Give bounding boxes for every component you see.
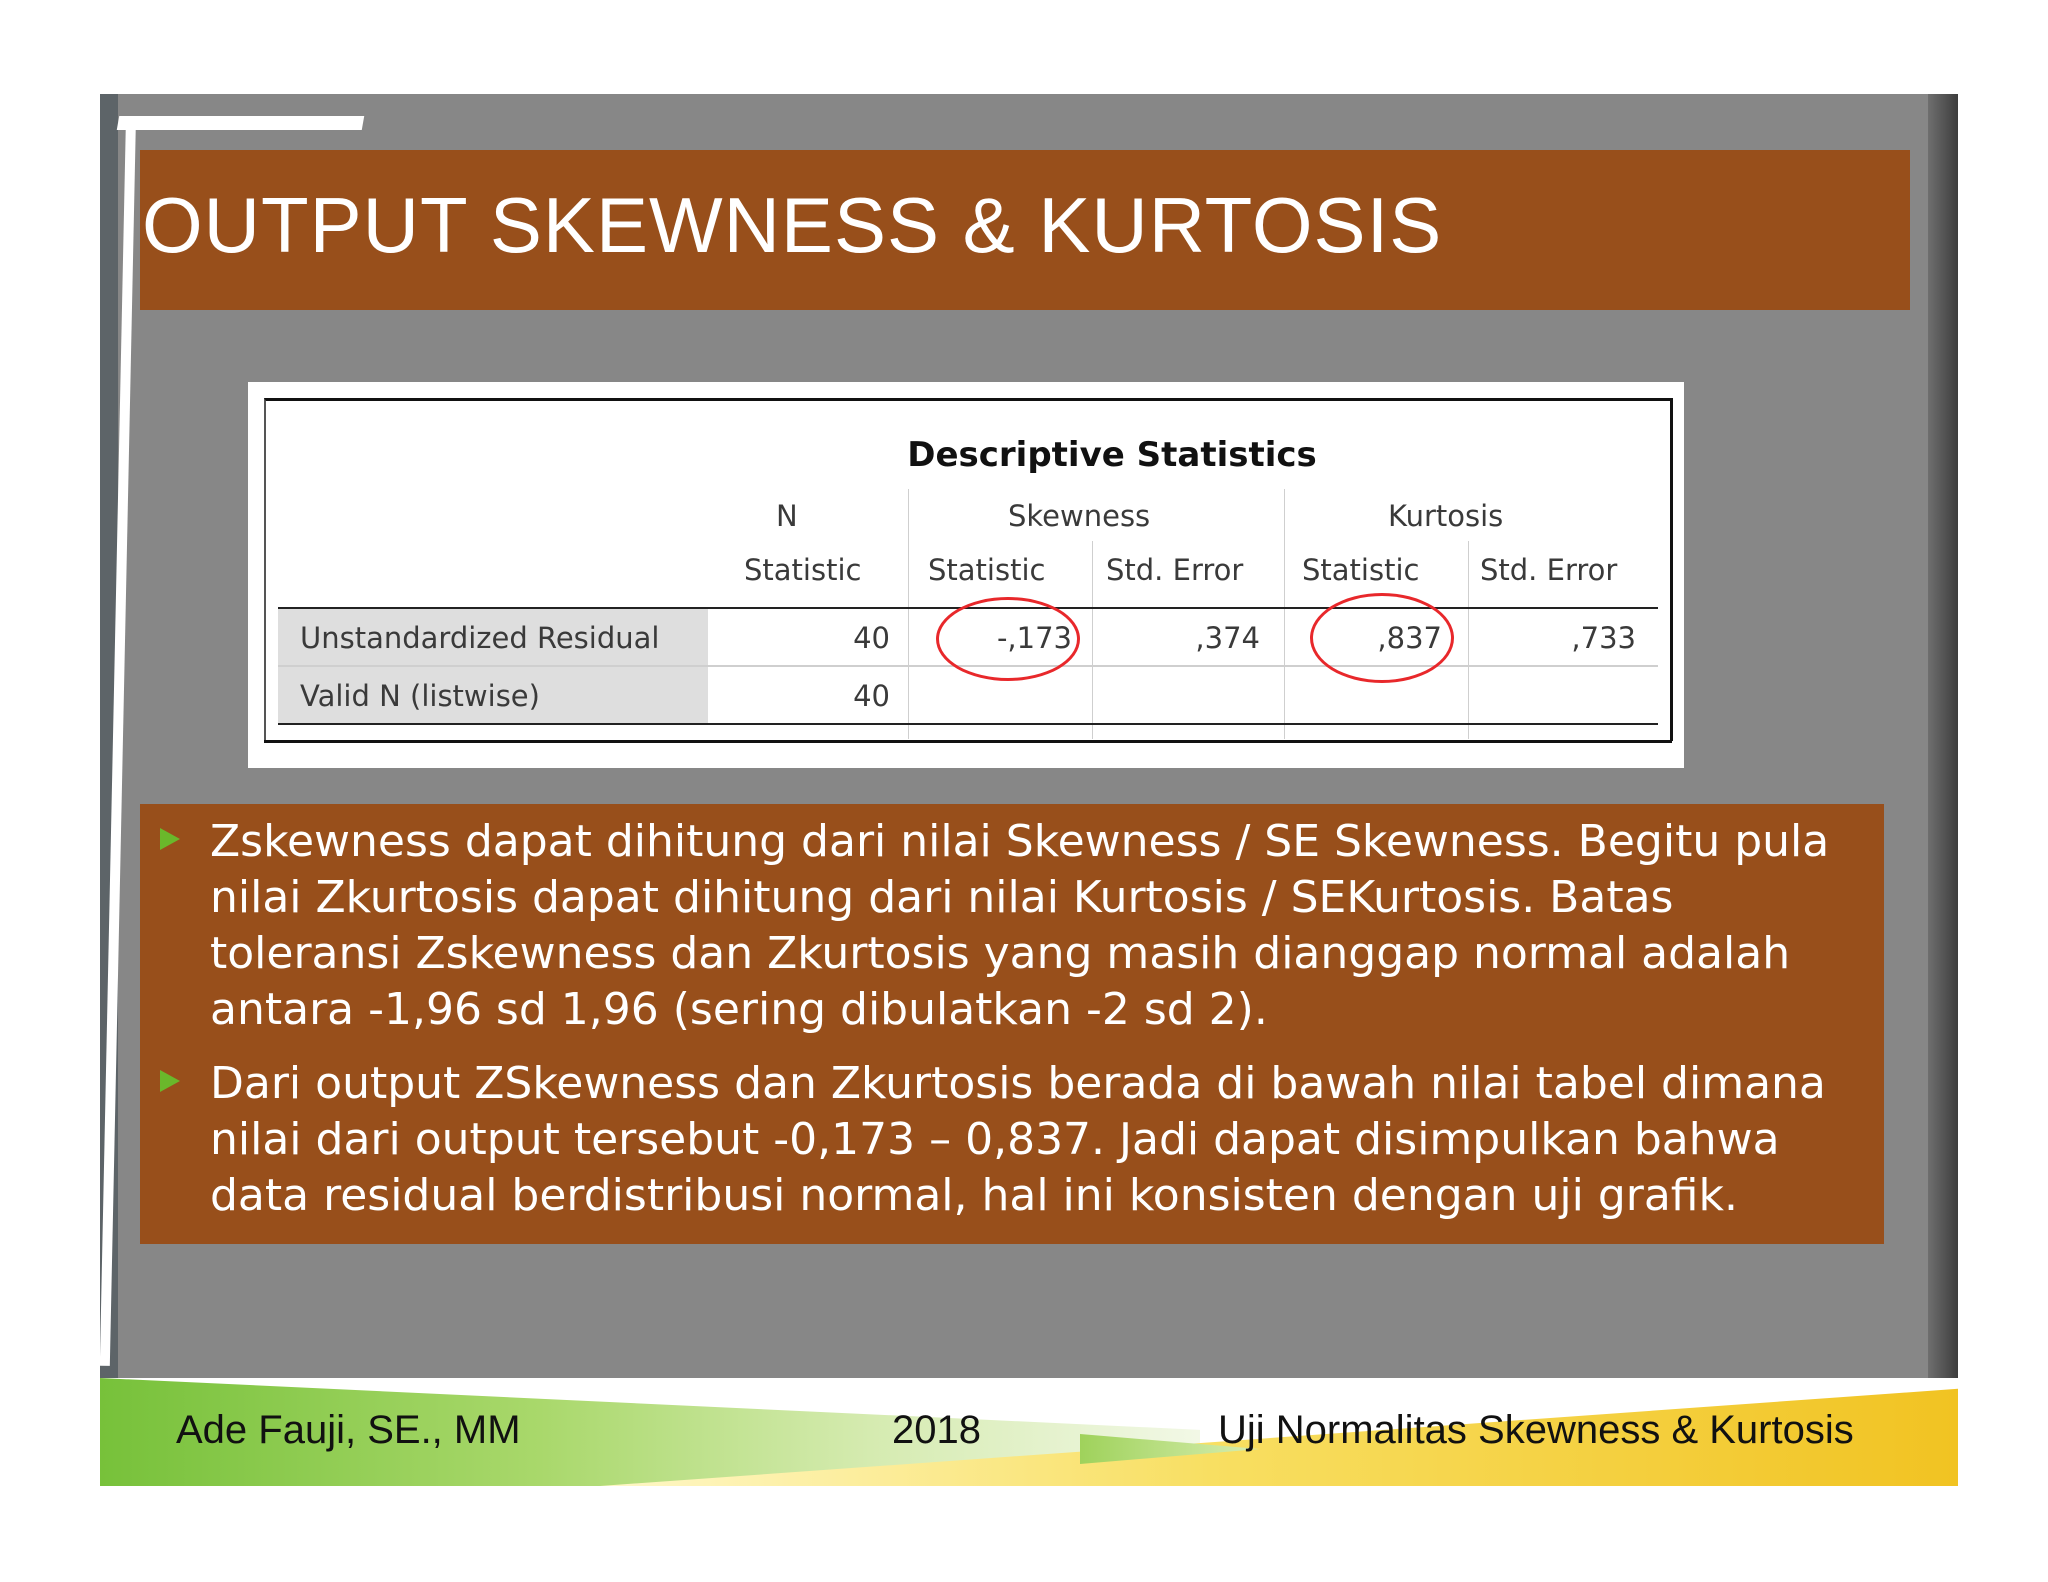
footer-topic: Uji Normalitas Skewness & Kurtosis: [1218, 1408, 1854, 1452]
triangle-bullet-icon: [160, 828, 180, 850]
header-n: N: [776, 499, 798, 533]
highlight-skewness-circle: [936, 597, 1080, 681]
row-label-unstandardized-residual: Unstandardized Residual: [300, 621, 660, 655]
subheader-kurtosis-std-error: Std. Error: [1480, 553, 1618, 587]
row-label-cell: [278, 609, 708, 665]
cell-kurtosis-statistic: ,837: [1377, 621, 1442, 655]
cell-n: 40: [853, 679, 890, 713]
table-frame: [264, 398, 1673, 741]
footer-author: Ade Fauji, SE., MM: [176, 1408, 521, 1452]
subheader-n-statistic: Statistic: [744, 553, 862, 587]
column-divider: [908, 489, 909, 739]
cell-kurtosis-std-error: ,733: [1571, 621, 1636, 655]
bullet-line: toleransi Zskewness dan Zkurtosis yang masih dianggap normal adalah: [210, 928, 1791, 979]
triangle-bullet-icon: [160, 1070, 180, 1092]
bullet-line: nilai Zkurtosis dapat dihitung dari nilai Kurtosis / SEKurtosis. Batas: [210, 872, 1674, 923]
bullet-line: Dari output ZSkewness dan Zkurtosis berada di bawah nilai tabel dimana: [210, 1058, 1826, 1109]
column-divider: [1284, 489, 1285, 739]
table-outer-bottom-border: [264, 740, 1672, 743]
highlight-kurtosis-circle: [1310, 593, 1454, 683]
bullet-line: data residual berdistribusi normal, hal ini konsisten dengan uji grafik.: [210, 1170, 1738, 1221]
header-skewness: Skewness: [1008, 499, 1151, 533]
title-banner: [140, 150, 1910, 310]
slide-frame-top-stroke: [117, 116, 364, 130]
slide-title: OUTPUT SKEWNESS & KURTOSIS: [142, 181, 1443, 269]
explanation-box: [140, 804, 1884, 1244]
table-bottom-rule: [278, 723, 1658, 725]
column-divider: [1468, 541, 1469, 739]
bullet-line: Zskewness dapat dihitung dari nilai Skewness / SE Skewness. Begitu pula: [210, 816, 1830, 867]
cell-skewness-std-error: ,374: [1195, 621, 1260, 655]
bullet-line: antara -1,96 sd 1,96 (sering dibulatkan -2 sd 2).: [210, 984, 1268, 1035]
subheader-kurtosis-statistic: Statistic: [1302, 553, 1420, 587]
header-kurtosis: Kurtosis: [1388, 499, 1504, 533]
cell-n: 40: [853, 621, 890, 655]
row-label-cell: [278, 667, 708, 723]
subheader-skewness-statistic: Statistic: [928, 553, 1046, 587]
subheader-skewness-std-error: Std. Error: [1106, 553, 1244, 587]
row-label-valid-n: Valid N (listwise): [300, 679, 540, 713]
column-divider: [1092, 541, 1093, 739]
descriptive-statistics-screenshot: [248, 382, 1684, 768]
slide-right-accent-bar: [1928, 94, 1958, 1378]
slide-background: [100, 94, 1958, 1486]
cell-skewness-statistic: -,173: [996, 621, 1072, 655]
footer-year: 2018: [892, 1408, 981, 1452]
table-title: Descriptive Statistics: [907, 435, 1317, 475]
bullet-line: nilai dari output tersebut -0,173 – 0,837. Jadi dapat disimpulkan bahwa: [210, 1114, 1780, 1165]
